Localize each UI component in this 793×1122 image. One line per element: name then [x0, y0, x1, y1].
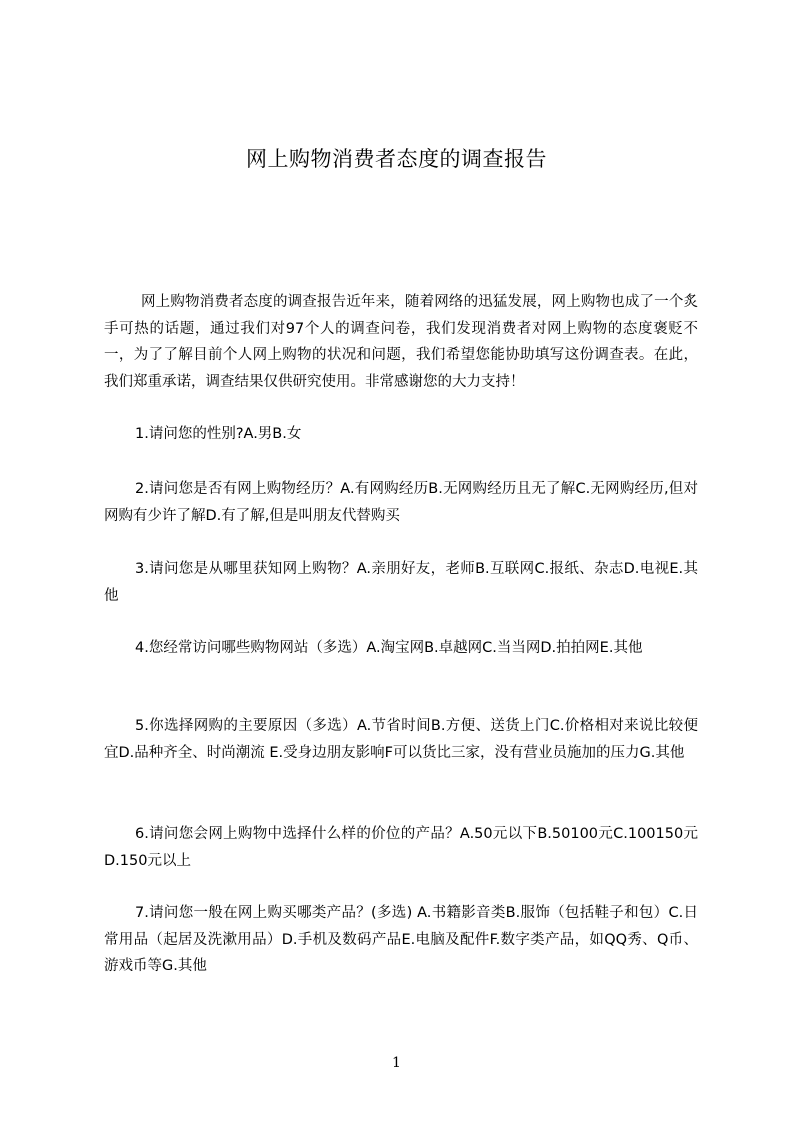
question-4: 4.您经常访问哪些购物网站（多选）A.淘宝网B.卓越网C.当当网D.拍拍网E.其他 — [135, 640, 643, 656]
question-3: 3.请问您是从哪里获知网上购物？A.亲朋好友，老师B.互联网C.报纸、杂志D.电视E.其他 — [104, 561, 698, 604]
page-number: 1 — [392, 1055, 401, 1071]
question-5: 5.你选择网购的主要原因（多选）A.节省时间B.方便、送货上门C.价格相对来说比较便宜D.品种齐全、时尚潮流 E.受身边朋友影响F可以货比三家，没有营业员施加的压力G.其他 — [104, 718, 698, 761]
question-6: 6.请问您会网上购物中选择什么样的价位的产品？A.50元以下B.50100元C.100150元D.150元以上 — [104, 826, 698, 869]
question-2: 2.请问您是否有网上购物经历？A.有网购经历B.无网购经历且无了解C.无网购经历,但对网购有少许了解D.有了解,但是叫朋友代替购买 — [104, 481, 698, 524]
intro-paragraph: 网上购物消费者态度的调查报告近年来，随着网络的迅猛发展，网上购物也成了一个炙手可热的话题，通过我们对97个人的调查问卷，我们发现消费者对网上购物的态度褒贬不一，为了了解目前个人网上购物的状况和问题，我们希望您能协助填写这份调查表。在此，我们郑重承诺，调查结果仅供研究使用。非常感谢您的大力支持！ — [104, 294, 698, 390]
document-title: 网上购物消费者态度的调查报告 — [246, 147, 547, 171]
question-7: 7.请问您一般在网上购买哪类产品？(多选) A.书籍影音类B.服饰（包括鞋子和包）C.日常用品（起居及洗漱用品）D.手机及数码产品E.电脑及配件F.数字类产品，如QQ秀、Q币、游戏币等G.其他 — [104, 905, 698, 974]
question-1: 1.请问您的性别?A.男B.女 — [135, 426, 302, 442]
